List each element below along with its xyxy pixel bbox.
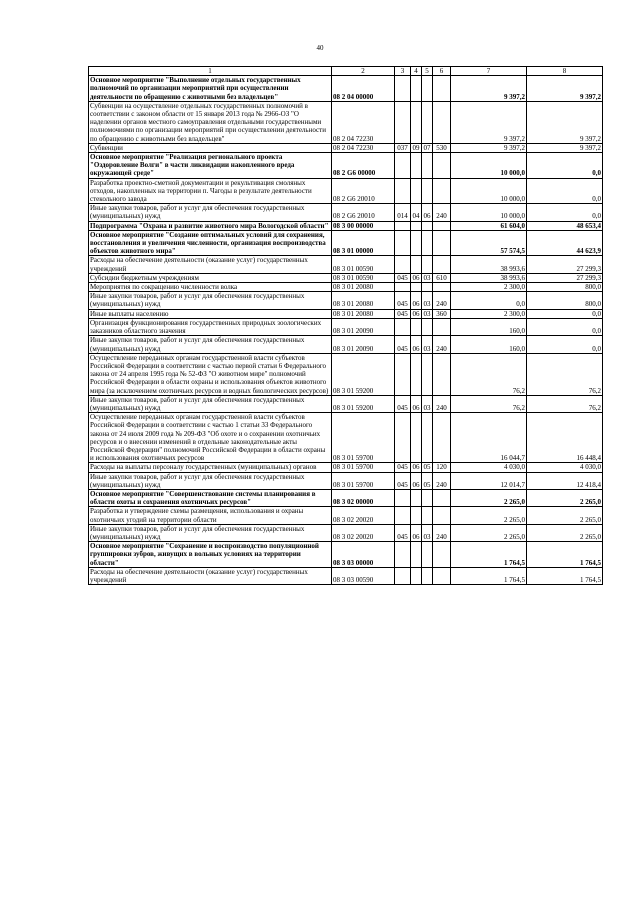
row-subsection-cell: 03	[422, 524, 433, 541]
row-expense-type-cell	[433, 318, 451, 335]
row-amount-cell: 27 299,3	[527, 273, 603, 282]
row-amount-cell: 57 574,5	[451, 230, 527, 256]
table-header-row	[89, 67, 603, 76]
row-amount-cell: 16 044,7	[451, 413, 527, 463]
row-expense-type-cell	[433, 507, 451, 524]
table-row	[89, 309, 603, 318]
row-subsection-cell	[422, 76, 433, 102]
row-section-cell	[411, 318, 422, 335]
row-subsection-cell	[422, 489, 433, 506]
row-amount-cell: 76,2	[451, 395, 527, 412]
row-ministry-cell: 045	[395, 463, 411, 472]
row-ministry-cell	[395, 542, 411, 568]
table-row	[89, 204, 603, 221]
row-amount-cell: 1 764,5	[527, 542, 603, 568]
row-amount-cell: 27 299,3	[527, 256, 603, 273]
row-subsection-cell	[422, 101, 433, 143]
row-section-cell	[411, 353, 422, 395]
row-section-cell: 06	[411, 395, 422, 412]
row-section-cell	[411, 153, 422, 179]
row-expense-type-cell	[433, 153, 451, 179]
column-header: 8	[527, 67, 603, 76]
row-amount-cell: 9 397,2	[527, 101, 603, 143]
row-expense-type-cell: 240	[433, 336, 451, 353]
row-subsection-cell	[422, 283, 433, 292]
row-ministry-cell: 037	[395, 143, 411, 152]
row-name-cell: Иные закупки товаров, работ и услуг для обеспечения государственных (муниципальных) нужд	[89, 292, 332, 309]
row-amount-cell: 2 265,0	[527, 524, 603, 541]
row-code-cell: 08 3 01 20080	[332, 309, 395, 318]
row-name-cell: Иные закупки товаров, работ и услуг для обеспечения государственных (муниципальных) нужд	[89, 472, 332, 489]
row-code-cell: 08 2 04 72230	[332, 101, 395, 143]
row-section-cell: 06	[411, 524, 422, 541]
row-name-cell: Разработка проектно-сметной документации и рекультивация смоляных отходов, накопленных на территории п. Чагоды в результате деятельности стекольного завода	[89, 178, 332, 204]
row-code-cell: 08 3 01 20080	[332, 292, 395, 309]
row-amount-cell: 9 397,2	[527, 76, 603, 102]
table-row	[89, 273, 603, 282]
table-row	[89, 230, 603, 256]
row-name-cell: Иные закупки товаров, работ и услуг для обеспечения государственных (муниципальных) нужд	[89, 204, 332, 221]
row-section-cell	[411, 567, 422, 584]
row-subsection-cell: 03	[422, 395, 433, 412]
row-subsection-cell	[422, 230, 433, 256]
table-row	[89, 101, 603, 143]
table-row	[89, 395, 603, 412]
row-ministry-cell	[395, 230, 411, 256]
row-code-cell: 08 3 02 20020	[332, 507, 395, 524]
row-subsection-cell	[422, 178, 433, 204]
row-amount-cell: 10 000,0	[451, 178, 527, 204]
row-amount-cell: 0,0	[451, 292, 527, 309]
row-section-cell: 06	[412, 273, 420, 282]
row-section-cell: 06	[412, 463, 420, 472]
row-amount-cell: 9 397,2	[451, 143, 527, 152]
column-header: 1	[89, 67, 332, 76]
row-ministry-cell: 045	[395, 395, 411, 412]
budget-table	[88, 66, 603, 585]
row-section-cell	[411, 101, 422, 143]
row-amount-cell: 0,0	[527, 309, 603, 318]
row-amount-cell: 38 993,6	[451, 256, 527, 273]
row-ministry-cell: 045	[395, 292, 411, 309]
row-ministry-cell	[395, 76, 411, 102]
table-row	[89, 256, 603, 273]
row-code-cell: 08 3 01 00590	[332, 256, 395, 273]
row-expense-type-cell	[433, 283, 451, 292]
row-name-cell: Основное мероприятие "Сохранение и воспроизводство популяционной группировки зубров, живущих в вольных условиях на территории области"	[89, 542, 332, 568]
row-name-cell: Иные закупки товаров, работ и услуг для обеспечения государственных (муниципальных) нужд	[89, 395, 332, 412]
row-code-cell: 08 3 01 20090	[332, 336, 395, 353]
row-name-cell: Расходы на обеспечение деятельности (оказание услуг) государственных учреждений	[89, 567, 332, 584]
row-subsection-cell: 07	[423, 143, 431, 152]
row-expense-type-cell	[433, 489, 451, 506]
row-amount-cell: 2 265,0	[527, 507, 603, 524]
row-amount-cell: 160,0	[451, 336, 527, 353]
row-subsection-cell	[422, 318, 433, 335]
table-row	[89, 143, 603, 152]
row-code-cell: 08 3 02 00000	[332, 489, 395, 506]
column-header: 3	[395, 67, 411, 76]
row-ministry-cell	[395, 283, 411, 292]
row-amount-cell: 9 397,2	[527, 143, 603, 152]
row-amount-cell: 0,0	[527, 204, 603, 221]
row-expense-type-cell: 360	[433, 309, 451, 318]
row-section-cell: 06	[411, 336, 422, 353]
row-amount-cell: 9 397,2	[451, 76, 527, 102]
row-name-cell: Разработка и утверждение схемы размещения, использования и охраны охотничьих угодий на территории области	[89, 507, 332, 524]
row-code-cell: 08 3 01 59700	[332, 472, 395, 489]
row-expense-type-cell	[433, 221, 451, 230]
row-amount-cell: 10 000,0	[451, 204, 527, 221]
row-amount-cell: 1 764,5	[527, 567, 603, 584]
row-code-cell: 08 3 01 59700	[332, 413, 395, 463]
row-expense-type-cell: 610	[433, 273, 451, 282]
row-amount-cell: 76,2	[527, 353, 603, 395]
row-subsection-cell: 05	[422, 472, 433, 489]
row-code-cell: 08 3 01 20090	[332, 318, 395, 335]
row-code-cell: 08 3 03 00590	[332, 567, 395, 584]
table-row	[89, 472, 603, 489]
row-name-cell: Основное мероприятие "Совершенствование системы планирования в области охоты и сохранения охотничьих ресурсов"	[89, 489, 332, 506]
row-ministry-cell: 045	[395, 524, 411, 541]
table-row	[89, 318, 603, 335]
row-amount-cell: 1 764,5	[451, 542, 527, 568]
row-name-cell: Субсидии бюджетным учреждениям	[89, 273, 332, 282]
row-expense-type-cell	[433, 76, 451, 102]
row-code-cell: 08 3 03 00000	[332, 542, 395, 568]
table-row	[89, 76, 603, 102]
table-row	[89, 567, 603, 584]
row-amount-cell: 10 000,0	[451, 153, 527, 179]
row-code-cell: 08 3 01 59200	[332, 353, 395, 395]
row-amount-cell: 160,0	[451, 318, 527, 335]
row-subsection-cell	[422, 542, 433, 568]
row-ministry-cell	[395, 221, 411, 230]
row-expense-type-cell: 240	[433, 524, 451, 541]
row-subsection-cell: 03	[423, 309, 431, 318]
row-subsection-cell: 03	[423, 273, 431, 282]
row-subsection-cell	[422, 507, 433, 524]
row-subsection-cell	[422, 256, 433, 273]
row-amount-cell: 2 300,0	[451, 309, 527, 318]
row-name-cell: Иные закупки товаров, работ и услуг для обеспечения государственных (муниципальных) нужд	[89, 336, 332, 353]
row-subsection-cell: 03	[422, 336, 433, 353]
table-row	[89, 153, 603, 179]
row-section-cell: 04	[411, 204, 422, 221]
row-expense-type-cell	[433, 256, 451, 273]
row-ministry-cell: 045	[395, 336, 411, 353]
row-name-cell: Иные выплаты населению	[89, 309, 332, 318]
row-ministry-cell	[395, 178, 411, 204]
row-name-cell: Организация функционирования государственных природных зоологических заказников областного значения	[89, 318, 332, 335]
row-expense-type-cell: 530	[433, 143, 451, 152]
row-name-cell: Мероприятия по сокращению численности волка	[89, 283, 332, 292]
table-row	[89, 413, 603, 463]
table-row	[89, 336, 603, 353]
row-ministry-cell	[395, 413, 411, 463]
row-name-cell: Основное мероприятие "Реализация регионального проекта "Оздоровление Волги" в части ликвидации накопленного вреда окружающей среде"	[89, 153, 332, 179]
row-code-cell: 08 2 04 72230	[332, 143, 395, 152]
row-section-cell: 06	[411, 472, 422, 489]
table-row	[89, 489, 603, 506]
column-header: 5	[422, 67, 433, 76]
row-amount-cell: 2 265,0	[451, 507, 527, 524]
row-amount-cell: 9 397,2	[451, 101, 527, 143]
table-row	[89, 524, 603, 541]
row-ministry-cell: 045	[395, 309, 411, 318]
row-amount-cell: 12 014,7	[451, 472, 527, 489]
row-expense-type-cell	[433, 353, 451, 395]
row-code-cell: 08 3 01 00000	[332, 230, 395, 256]
row-ministry-cell	[395, 101, 411, 143]
row-code-cell: 08 3 01 20080	[332, 283, 395, 292]
row-subsection-cell: 03	[422, 292, 433, 309]
row-ministry-cell	[395, 507, 411, 524]
row-subsection-cell	[422, 413, 433, 463]
row-code-cell: 08 3 01 59700	[332, 463, 395, 472]
row-name-cell: Основное мероприятие "Создание оптимальных условий для сохранения, восстановления и увеличения численности, организация воспроизводства объектов животного мира"	[89, 230, 332, 256]
row-name-cell: Осуществление переданных органам государственной власти субъектов Российской Федерации в соответствии с частью 1 статьи 33 Федерального закона от 24 июля 2009 года № 209-ФЗ "Об охоте и о сохранении охотничьих ресурсов и о внесении изменений в отдельные законодательные акты Российской Федерации" полномочий Российской Федерации в области охраны и использования охотничьих ресурсов	[89, 413, 332, 463]
row-code-cell: 08 2 G6 00000	[332, 153, 395, 179]
row-amount-cell: 61 604,0	[451, 221, 527, 230]
row-subsection-cell: 06	[422, 204, 433, 221]
row-amount-cell: 76,2	[451, 353, 527, 395]
table-row	[89, 178, 603, 204]
table-row	[89, 292, 603, 309]
table-row	[89, 283, 603, 292]
table-row	[89, 221, 603, 230]
row-section-cell	[411, 221, 422, 230]
row-ministry-cell	[395, 489, 411, 506]
row-section-cell	[411, 413, 422, 463]
row-name-cell: Подпрограмма "Охрана и развитие животного мира Вологодской области"	[89, 221, 332, 230]
row-amount-cell: 38 993,6	[451, 273, 527, 282]
row-section-cell: 09	[412, 143, 420, 152]
column-header: 2	[332, 67, 395, 76]
row-amount-cell: 800,0	[527, 292, 603, 309]
row-name-cell: Субвенции на осуществление отдельных государственных полномочий в соответствии с законом области от 15 января 2013 года № 2966-ОЗ "О наделении органов местного самоуправления отдельными государственными полномочиями по организации мероприятий при осуществлении деятельности по обращению с животными без владельцев"	[89, 101, 332, 143]
row-amount-cell: 44 623,9	[527, 230, 603, 256]
row-subsection-cell	[422, 567, 433, 584]
row-amount-cell: 0,0	[527, 178, 603, 204]
row-ministry-cell	[395, 318, 411, 335]
table-row	[89, 507, 603, 524]
table-row	[89, 463, 603, 472]
row-section-cell	[411, 489, 422, 506]
row-name-cell: Расходы на обеспечение деятельности (оказание услуг) государственных учреждений	[89, 256, 332, 273]
row-name-cell: Основное мероприятие "Выполнение отдельных государственных полномочий по организации мероприятий при осуществлении деятельности по обращению с животными без владельцев"	[89, 76, 332, 102]
row-expense-type-cell: 240	[433, 292, 451, 309]
row-ministry-cell: 045	[395, 472, 411, 489]
row-expense-type-cell	[433, 101, 451, 143]
row-amount-cell: 76,2	[527, 395, 603, 412]
row-expense-type-cell: 240	[433, 204, 451, 221]
row-code-cell: 08 3 01 00590	[332, 273, 395, 282]
row-subsection-cell: 05	[423, 463, 431, 472]
row-expense-type-cell	[433, 542, 451, 568]
row-expense-type-cell: 240	[433, 472, 451, 489]
row-amount-cell: 800,0	[527, 283, 603, 292]
row-ministry-cell: 014	[395, 204, 411, 221]
row-amount-cell: 4 030,0	[527, 463, 603, 472]
row-ministry-cell	[395, 567, 411, 584]
row-amount-cell: 4 030,0	[451, 463, 527, 472]
row-name-cell: Осуществление переданных органам государственной власти субъектов Российской Федерации в соответствии с частью первой статьи 6 Федерального закона от 24 апреля 1995 года № 52-ФЗ "О животном мире" полномочий Российской Федерации в области охраны и использования объектов животного мира (за исключением охотничьих ресурсов и водных биологических ресурсов)	[89, 353, 332, 395]
row-code-cell: 08 2 04 00000	[332, 76, 395, 102]
row-amount-cell: 0,0	[527, 336, 603, 353]
row-expense-type-cell	[433, 178, 451, 204]
row-code-cell: 08 3 00 00000	[332, 221, 395, 230]
row-ministry-cell	[395, 153, 411, 179]
row-amount-cell: 0,0	[527, 153, 603, 179]
row-section-cell	[411, 256, 422, 273]
row-ministry-cell: 045	[395, 273, 411, 282]
row-name-cell: Иные закупки товаров, работ и услуг для обеспечения государственных (муниципальных) нужд	[89, 524, 332, 541]
row-amount-cell: 12 418,4	[527, 472, 603, 489]
row-name-cell: Расходы на выплаты персоналу государственных (муниципальных) органов	[89, 463, 332, 472]
row-expense-type-cell	[433, 230, 451, 256]
row-code-cell: 08 2 G6 20010	[332, 204, 395, 221]
column-header: 7	[451, 67, 527, 76]
row-amount-cell: 16 448,4	[527, 413, 603, 463]
row-section-cell: 06	[411, 292, 422, 309]
row-expense-type-cell	[433, 567, 451, 584]
column-header: 6	[433, 67, 451, 76]
column-header: 4	[411, 67, 422, 76]
row-amount-cell: 48 653,4	[527, 221, 603, 230]
row-section-cell	[411, 507, 422, 524]
row-subsection-cell	[422, 353, 433, 395]
row-code-cell: 08 3 01 59200	[332, 395, 395, 412]
row-amount-cell: 2 300,0	[451, 283, 527, 292]
row-amount-cell: 2 265,0	[451, 524, 527, 541]
row-amount-cell: 2 265,0	[527, 489, 603, 506]
row-section-cell	[411, 76, 422, 102]
row-code-cell: 08 2 G6 20010	[332, 178, 395, 204]
table-row	[89, 542, 603, 568]
page-number: 40	[316, 44, 324, 52]
row-section-cell	[411, 230, 422, 256]
row-expense-type-cell: 240	[433, 395, 451, 412]
row-section-cell: 06	[412, 309, 420, 318]
row-section-cell	[411, 542, 422, 568]
row-expense-type-cell: 120	[433, 463, 451, 472]
row-section-cell	[411, 178, 422, 204]
row-ministry-cell	[395, 256, 411, 273]
row-amount-cell: 0,0	[527, 318, 603, 335]
row-subsection-cell	[422, 153, 433, 179]
row-name-cell: Субвенции	[89, 143, 332, 152]
row-amount-cell: 2 265,0	[451, 489, 527, 506]
row-ministry-cell	[395, 353, 411, 395]
row-code-cell: 08 3 02 20020	[332, 524, 395, 541]
row-subsection-cell	[422, 221, 433, 230]
row-amount-cell: 1 764,5	[451, 567, 527, 584]
row-expense-type-cell	[433, 413, 451, 463]
row-section-cell	[411, 283, 422, 292]
table-row	[89, 353, 603, 395]
